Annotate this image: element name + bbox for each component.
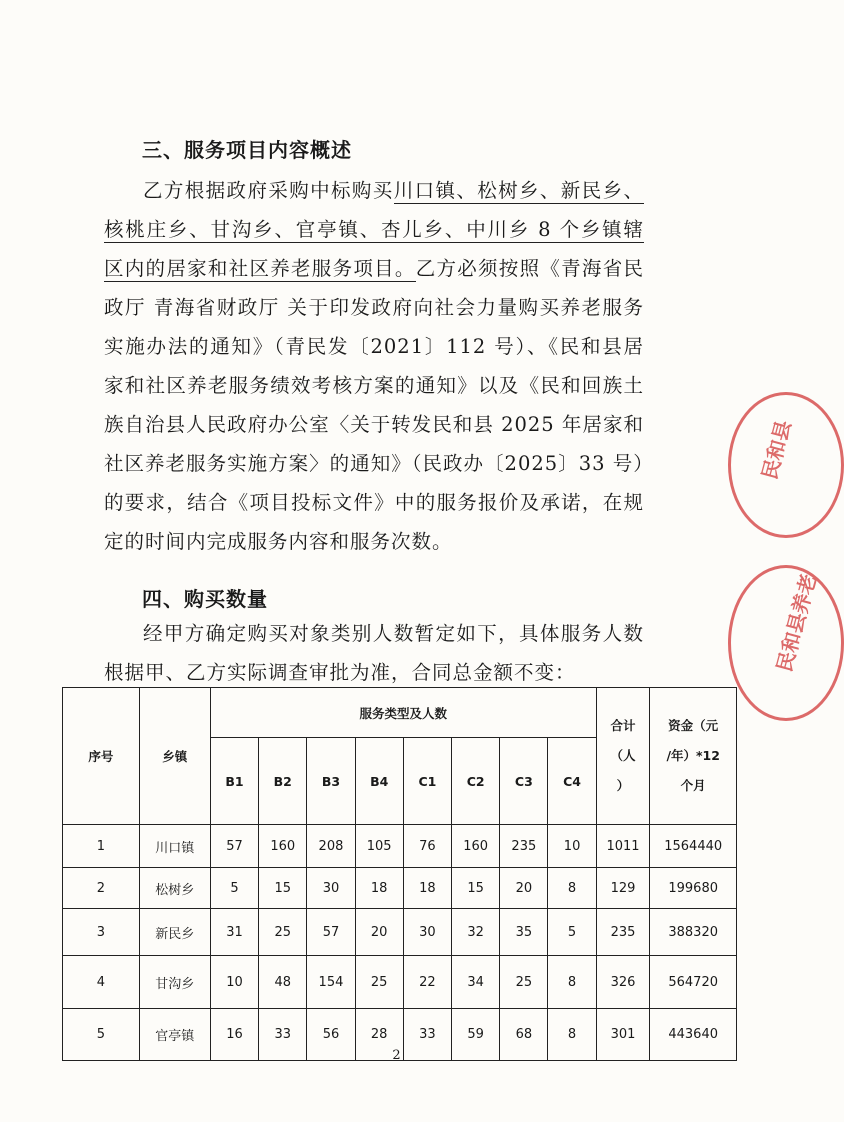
header-col-b4: B4: [355, 738, 403, 825]
row-town: 官亭镇: [139, 1009, 210, 1061]
header-town: 乡镇: [139, 688, 210, 825]
seal-text: 民和县养老: [771, 571, 821, 675]
header-col-c2: C2: [452, 738, 500, 825]
header-fund: [650, 688, 737, 825]
row-town: 甘沟乡: [139, 956, 210, 1009]
section3-para-lead: 乙方根据政府采购中标购买: [143, 179, 394, 202]
cell-value: 8: [548, 956, 596, 1009]
cell-value: 48: [259, 956, 307, 1009]
row-seq: 2: [63, 868, 140, 909]
row-fund: 443640: [650, 1009, 737, 1061]
row-seq: 3: [63, 909, 140, 956]
cell-value: 31: [210, 909, 258, 956]
header-col-b2: B2: [259, 738, 307, 825]
section3-underlined-towns: 川口镇、松树乡、新民乡、核桃庄乡、甘沟乡、官亭镇、杏儿乡、中川乡 8 个乡镇辖区内的居家和社区养老服务项目。: [104, 179, 644, 280]
cell-value: 35: [500, 909, 548, 956]
cell-value: 59: [452, 1009, 500, 1061]
cell-value: 20: [355, 909, 403, 956]
table-row: [63, 956, 737, 1009]
table-row: [63, 909, 737, 956]
cell-value: 32: [452, 909, 500, 956]
header-fund-line1: 资金（元: [668, 718, 719, 733]
table-row: [63, 868, 737, 909]
cell-value: 68: [500, 1009, 548, 1061]
cell-value: 25: [259, 909, 307, 956]
section3-paragraph: [104, 171, 644, 561]
cell-value: 10: [548, 825, 596, 868]
cell-value: 57: [307, 909, 355, 956]
cell-value: 16: [210, 1009, 258, 1061]
header-total-line3: ）: [616, 778, 630, 793]
cell-value: 33: [403, 1009, 451, 1061]
cell-value: 18: [355, 868, 403, 909]
header-fund-line3: 个月: [680, 778, 706, 793]
row-total: 1011: [596, 825, 650, 868]
row-fund: 1564440: [650, 825, 737, 868]
section4-heading: 四、购买数量: [142, 587, 268, 611]
row-total: 129: [596, 868, 650, 909]
page-number: 2: [392, 1048, 401, 1063]
header-total-line1: 合计: [610, 718, 636, 733]
cell-value: 30: [403, 909, 451, 956]
cell-value: 33: [259, 1009, 307, 1061]
table-row: [63, 825, 737, 868]
cell-value: 105: [355, 825, 403, 868]
header-service-types: 服务类型及人数: [210, 688, 596, 738]
official-seal-fragment-top: [728, 392, 844, 538]
cell-value: 160: [452, 825, 500, 868]
cell-value: 18: [403, 868, 451, 909]
cell-value: 28: [355, 1009, 403, 1061]
row-total: 301: [596, 1009, 650, 1061]
row-total: 235: [596, 909, 650, 956]
row-town: 松树乡: [139, 868, 210, 909]
cell-value: 34: [452, 956, 500, 1009]
header-col-c3: C3: [500, 738, 548, 825]
cell-value: 160: [259, 825, 307, 868]
row-seq: 4: [63, 956, 140, 1009]
row-fund: 564720: [650, 956, 737, 1009]
cell-value: 8: [548, 1009, 596, 1061]
header-col-b1: B1: [210, 738, 258, 825]
cell-value: 8: [548, 868, 596, 909]
cell-value: 25: [355, 956, 403, 1009]
row-seq: 1: [63, 825, 140, 868]
cell-value: 5: [548, 909, 596, 956]
seal-text: 民和县: [757, 417, 796, 482]
section3-para-rest: 乙方必须按照《青海省民政厅 青海省财政厅 关于印发政府向社会力量购买养老服务实施办法的通知》（青民发〔2021〕112 号）、《民和县居家和社区养老服务绩效考核方案的通知》以及《民和回族土族自治县人民政府办公室〈关于转发民和县 2025 年居家和社区养老服务实施方案〉的通知》（民政办〔2025〕33 号）的要求，结合《项目投标文件》中的服务报价及承诺，在规定的时间内完成服务内容和服务次数。: [104, 257, 644, 553]
header-total: [596, 688, 650, 825]
header-col-c4: C4: [548, 738, 596, 825]
cell-value: 30: [307, 868, 355, 909]
cell-value: 5: [210, 868, 258, 909]
header-col-c1: C1: [403, 738, 451, 825]
header-seq: 序号: [63, 688, 140, 825]
row-seq: 5: [63, 1009, 140, 1061]
row-fund: 388320: [650, 909, 737, 956]
official-seal-fragment-bottom: [728, 565, 844, 721]
purchase-quantity-table: [62, 687, 737, 1061]
section3-heading: 三、服务项目内容概述: [142, 138, 352, 162]
cell-value: 25: [500, 956, 548, 1009]
cell-value: 57: [210, 825, 258, 868]
header-fund-line2: /年）*12: [666, 748, 720, 763]
cell-value: 15: [259, 868, 307, 909]
row-town: 新民乡: [139, 909, 210, 956]
row-town: 川口镇: [139, 825, 210, 868]
cell-value: 10: [210, 956, 258, 1009]
cell-value: 20: [500, 868, 548, 909]
cell-value: 235: [500, 825, 548, 868]
section4-paragraph: 经甲方确定购买对象类别人数暂定如下，具体服务人数根据甲、乙方实际调查审批为准，合同总金额不变：: [104, 622, 644, 684]
header-col-b3: B3: [307, 738, 355, 825]
cell-value: 208: [307, 825, 355, 868]
cell-value: 22: [403, 956, 451, 1009]
row-fund: 199680: [650, 868, 737, 909]
cell-value: 76: [403, 825, 451, 868]
cell-value: 154: [307, 956, 355, 1009]
cell-value: 15: [452, 868, 500, 909]
header-total-line2: （人: [610, 748, 636, 763]
cell-value: 56: [307, 1009, 355, 1061]
row-total: 326: [596, 956, 650, 1009]
